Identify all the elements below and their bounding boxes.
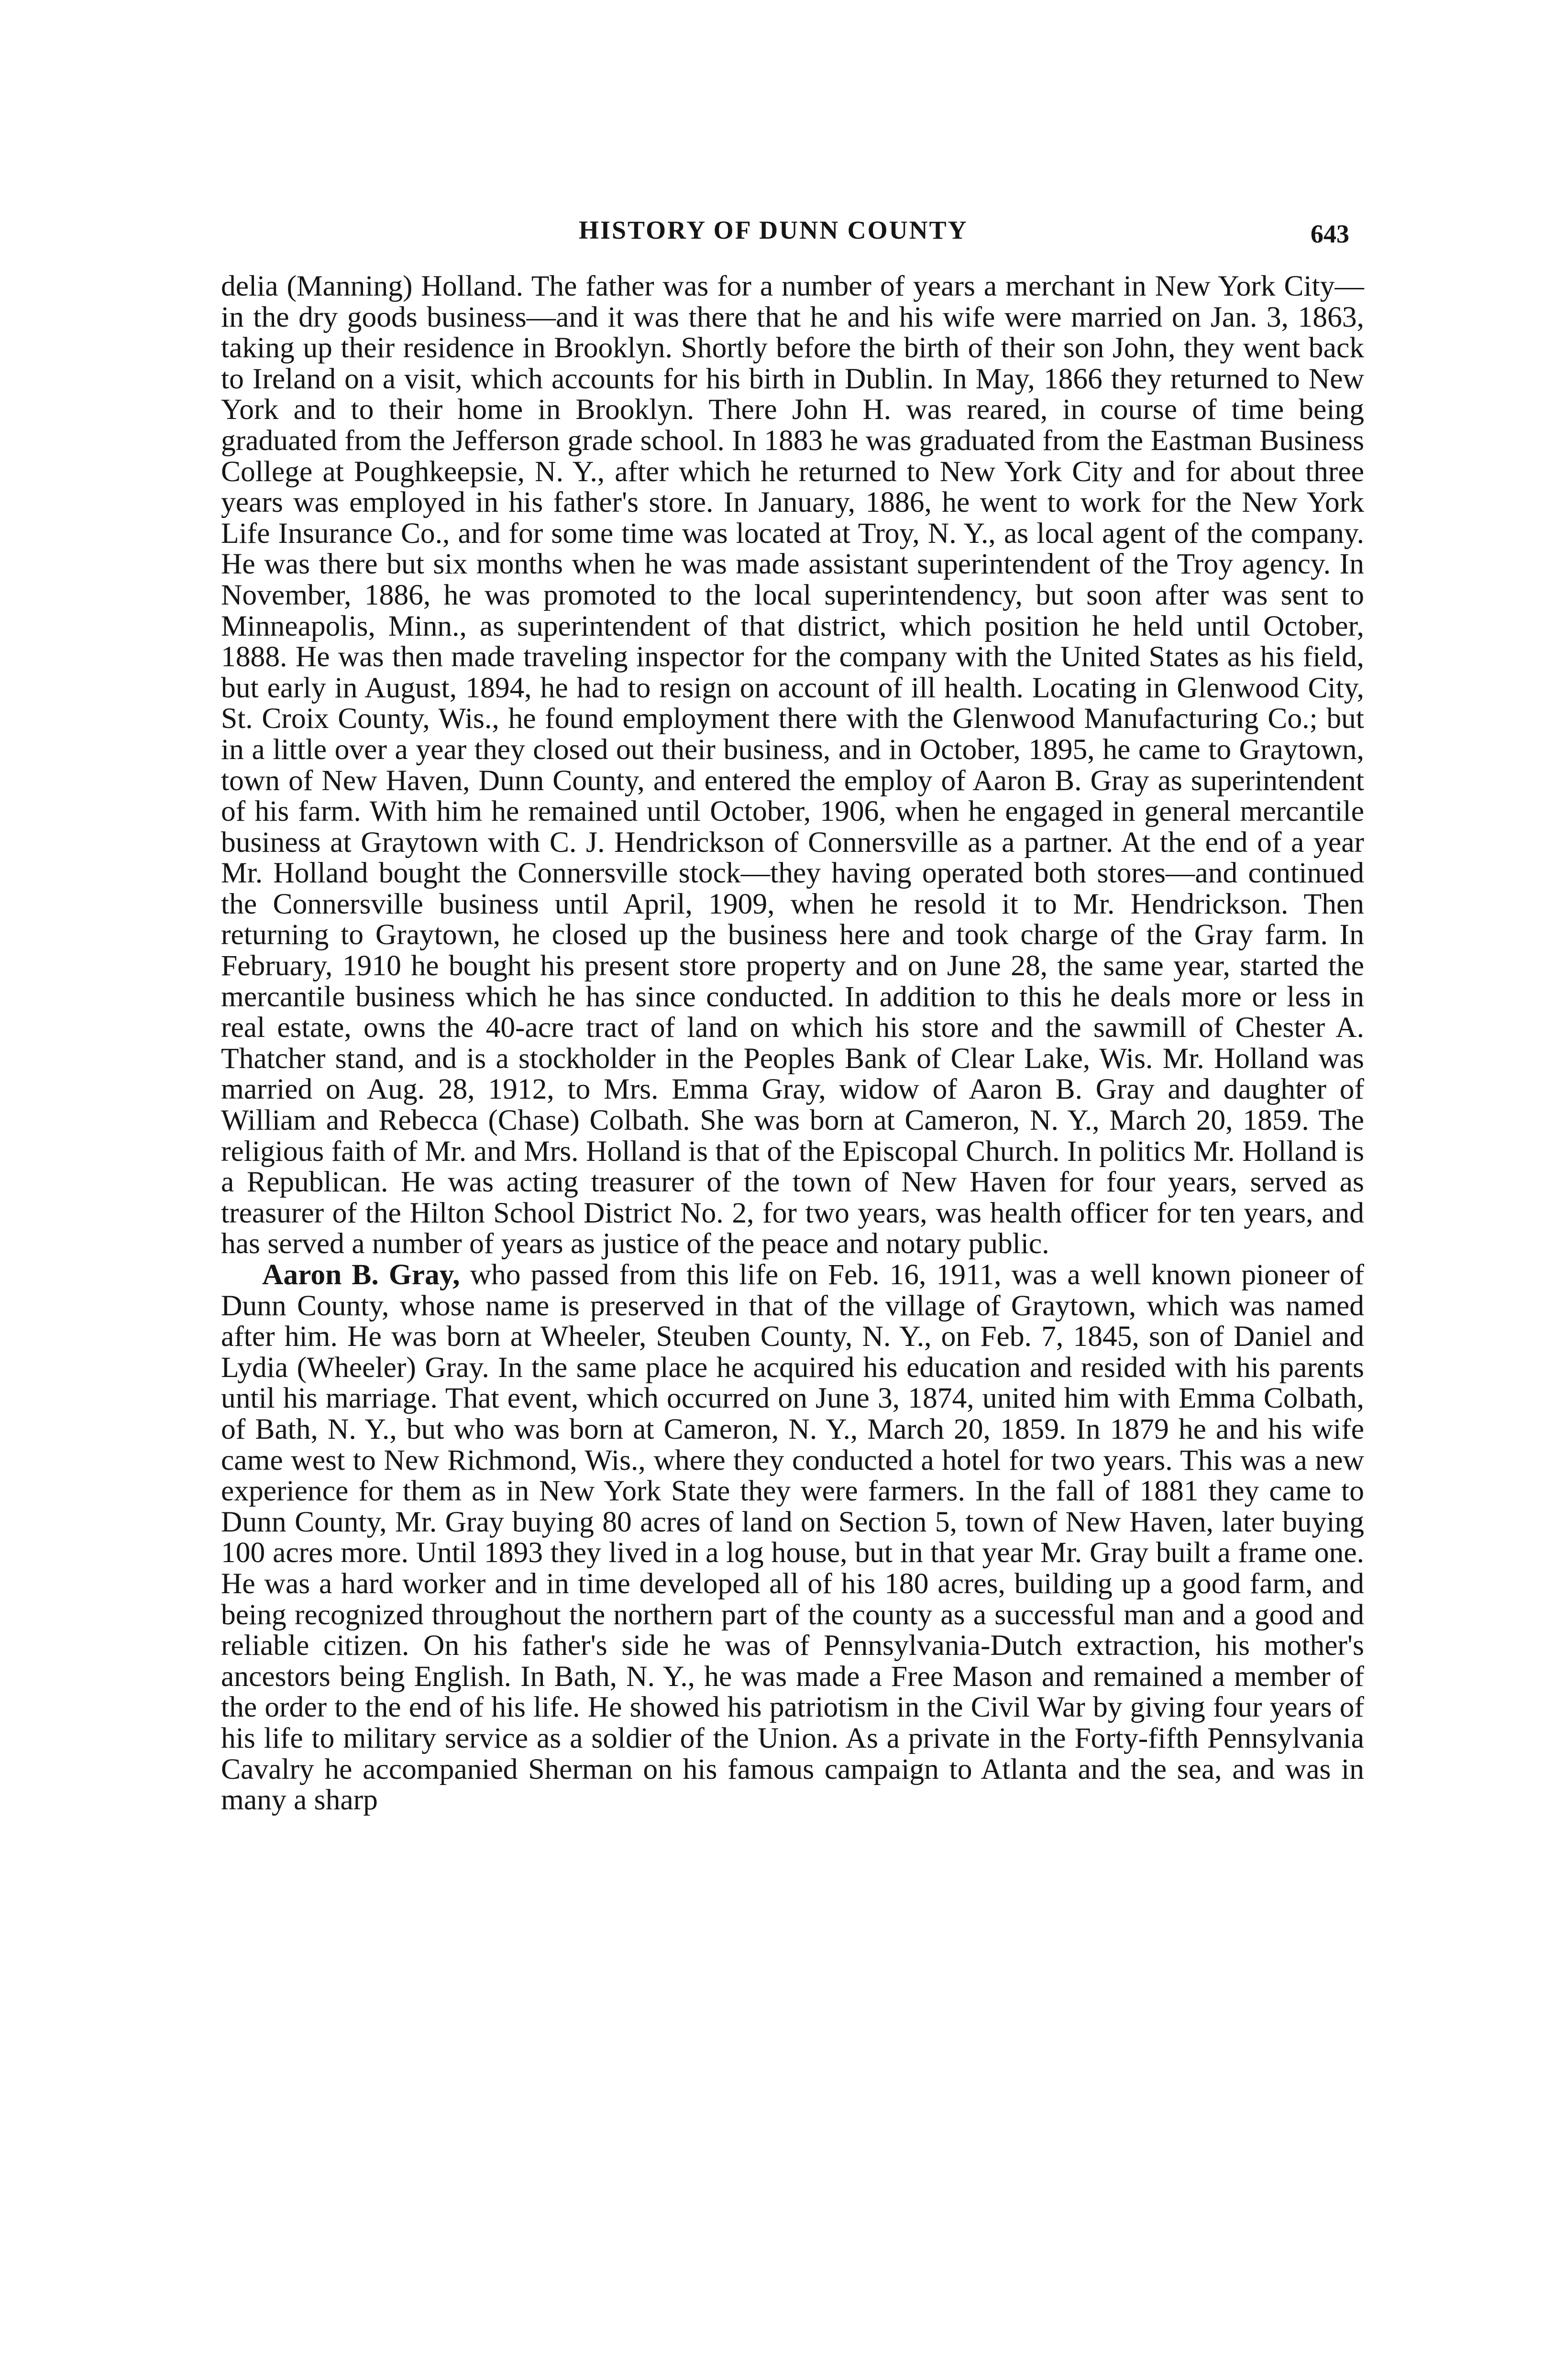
biography-subject-name: Aaron B. Gray, xyxy=(262,1258,460,1291)
paragraph-aaron-gray-biography xyxy=(221,1259,1364,1816)
body-text xyxy=(221,271,1364,1816)
page-number: 643 xyxy=(1311,220,1349,248)
running-head: HISTORY OF DUNN COUNTY xyxy=(579,216,968,244)
paragraph-holland-biography: delia (Manning) Holland. The father was for a number of years a merchant in New York City—in the dry goods business—and it was there that he and his wife were married on Jan. 3, 1863, taking up their residence in Brooklyn. Shortly before the birth of their son John, they went back to Ireland on a visit, which accounts for his birth in Dublin. In May, 1866 they returned to New York and to their home in Brooklyn. There John H. was reared, in course of time being graduated from the Jefferson grade school. In 1883 he was graduated from the Eastman Business College at Poughkeepsie, N. Y., after which he returned to New York City and for about three years was employed in his father's store. In January, 1886, he went to work for the New York Life Insurance Co., and for some time was located at Troy, N. Y., as local agent of the company. He was there but six months when he was made assistant superintendent of the Troy agency. In November, 1886, he was promoted to the local superintendency, but soon after was sent to Minneapolis, Minn., as superintendent of that district, which position he held until October, 1888. He was then made traveling inspector for the company with the United States as his field, but early in August, 1894, he had to resign on account of ill health. Locating in Glenwood City, St. Croix County, Wis., he found employment there with the Glenwood Manufacturing Co.; but in a little over a year they closed out their business, and in October, 1895, he came to Graytown, town of New Haven, Dunn County, and entered the employ of Aaron B. Gray as superintendent of his farm. With him he remained until October, 1906, when he engaged in general mercantile business at Graytown with C. J. Hendrickson of Connersville as a partner. At the end of a year Mr. Holland bought the Connersville stock—they having operated both stores—and continued the Connersville business until April, 1909, when he resold it to Mr. Hendrickson. Then returning to Graytown, he closed up the business here and took charge of the Gray farm. In February, 1910 he bought his present store property and on June 28, the same year, started the mercantile business which he has since conducted. In addition to this he deals more or less in real estate, owns the 40-acre tract of land on which his store and the sawmill of Chester A. Thatcher stand, and is a stockholder in the Peoples Bank of Clear Lake, Wis. Mr. Holland was married on Aug. 28, 1912, to Mrs. Emma Gray, widow of Aaron B. Gray and daughter of William and Rebecca (Chase) Colbath. She was born at Cameron, N. Y., March 20, 1859. The religious faith of Mr. and Mrs. Holland is that of the Episcopal Church. In politics Mr. Holland is a Republican. He was acting treasurer of the town of New Haven for four years, served as treasurer of the Hilton School District No. 2, for two years, was health officer for ten years, and has served a number of years as justice of the peace and notary public. xyxy=(221,270,1364,1260)
biography-text: who passed from this life on Feb. 16, 1911, was a well known pioneer of Dunn County, whose name is preserved in that of the village of Graytown, which was named after him. He was born at Wheeler, Steuben County, N. Y., on Feb. 7, 1845, son of Daniel and Lydia (Wheeler) Gray. In the same place he acquired his education and resided with his parents until his marriage. That event, which occurred on June 3, 1874, united him with Emma Colbath, of Bath, N. Y., but who was born at Cameron, N. Y., March 20, 1859. In 1879 he and his wife came west to New Richmond, Wis., where they conducted a hotel for two years. This was a new experience for them as in New York State they were farmers. In the fall of 1881 they came to Dunn County, Mr. Gray buying 80 acres of land on Section 5, town of New Haven, later buying 100 acres more. Until 1893 they lived in a log house, but in that year Mr. Gray built a frame one. He was a hard worker and in time developed all of his 180 acres, building up a good farm, and being recognized throughout the northern part of the county as a successful man and a good and reliable citizen. On his father's side he was of Pennsylvania-Dutch extraction, his mother's ancestors being English. In Bath, N. Y., he was made a Free Mason and remained a member of the order to the end of his life. He showed his patriotism in the Civil War by giving four years of his life to military service as a soldier of the Union. As a private in the Forty-fifth Pennsylvania Cavalry he accompanied Sherman on his famous campaign to Atlanta and the sea, and was in many a sharp xyxy=(221,1258,1365,1817)
